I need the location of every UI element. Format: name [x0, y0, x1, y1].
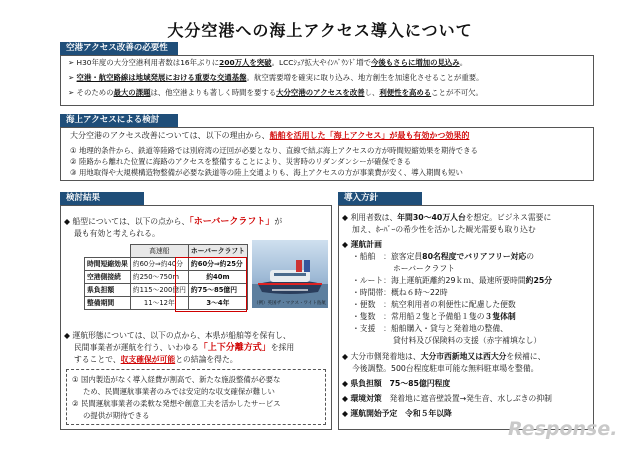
plan-support-line-2: 貸付料及び保険料の支援（赤字補填なし） [393, 336, 542, 345]
section-header-policy: 導入方針 [338, 192, 422, 205]
plan-frequency: ・便数 ：航空利用者の利便性に配慮した便数 [352, 300, 516, 309]
plan-support: ・支援 ：船舶購入・貸与と発着地の整備、 [352, 324, 508, 333]
response-watermark: Response. [508, 418, 618, 440]
necessity-bullet-3: ➢ そのための最大の課題は、他空港よりも著しく時間を要する大分空港のアクセスを改善し、利便性を高めることが不可欠。 [68, 88, 483, 97]
cell-high-speed: 約60分⇒約40分 [130, 258, 188, 271]
operation-line-2: 民間事業者が運航を行う、いわゆる「上下分離方式」を採用 [74, 343, 295, 353]
table-header-high-speed: 高速船 [130, 245, 188, 258]
section-header-necessity: 空港アクセス改善の必要性 [60, 42, 178, 55]
operation-plan-title: ◆ 運航計画 [342, 240, 382, 249]
plan-ship: ・船舶 ：旅客定員80名程度でバリアフリー対応の [352, 252, 535, 261]
operation-line-3: することで、収支確保が可能との結論を得た。 [74, 355, 238, 364]
page-title: 大分空港への海上アクセス導入について [167, 21, 473, 40]
plan-fleet: ・隻数 ：常用船２隻と予備船１隻の３隻体制 [352, 312, 516, 321]
necessity-bullet-1: ➢ H30年度の大分空港利用者数は16年ぶりに200万人を突破。LCCｼｪｱ拡大やｲﾝﾊﾞｳﾝﾄﾞ増で今後もさらに増加の見込み。 [68, 58, 468, 67]
cell-hovercraft: 約40m [188, 271, 247, 284]
cell-high-speed: 11～12年 [130, 297, 188, 310]
hovercraft-image [252, 240, 328, 308]
table-corner [85, 245, 131, 258]
cell-hovercraft: 約60分⇒約25分 [188, 258, 247, 271]
cell-hovercraft: 約75～85億円 [188, 284, 247, 297]
operation-reason-2b: の提供が期待できる [83, 411, 150, 420]
sea-access-reason-2: ② 陸路から離れた位置に海路のアクセスを整備することにより、災害時のリダンダンシーが確保できる [70, 157, 412, 166]
section-header-results: 検討結果 [60, 192, 144, 205]
sea-access-reason-1: ① 地理的条件から、鉄道等陸路では別府湾の迂回が必要となり、直線で結ぶ海上アクセスの方が時間短縮効果を期待できる [70, 146, 478, 155]
plan-ship-line-2: ホーバークラフト [393, 264, 455, 273]
hovercraft-highlight [175, 257, 247, 312]
operation-reason-1a: ① 国内製造がなく導入経費が割高で、新たな施設整備が必要な [72, 375, 281, 384]
sea-access-intro: 大分空港のアクセス改善については、以下の理由から、船舶を活用した「海上アクセス」が最も有効かつ効果的 [70, 131, 470, 140]
operation-reason-2a: ② 民間運航事業者の柔軟な発想や創意工夫を活かしたサービス [72, 399, 281, 408]
row-label: 時間短縮効果 [85, 258, 131, 271]
policy-start: ◆ 運航開始予定 令和５年以降 [342, 409, 452, 418]
ship-type-line-1: ◆ 船型については、以下の点から、「ホーバークラフト」が [64, 217, 283, 227]
table-header-hovercraft: ホーバークラフト [188, 245, 247, 258]
cell-hovercraft: 3～4年 [188, 297, 247, 310]
plan-hours: ・時間帯：概ね６時～22時 [352, 288, 448, 297]
cell-high-speed: 約250～750m [130, 271, 188, 284]
policy-users-line-1: ◆ 利用者数は、年間30～40万人台を想定。ビジネス需要に [342, 213, 552, 222]
hovercraft-photo [252, 240, 328, 308]
plan-route: ・ルート：海上運航距離約29ｋｍ、最速所要時間約25分 [352, 276, 553, 285]
policy-environment: ◆ 環境対策 発着地に遮音壁設置→発生音、水しぶきの抑制 [342, 394, 552, 403]
necessity-bullet-2: ➢ 空港・航空路線は地域発展における重要な交通基盤。航空需要増を確実に取り込み、地方創生を加速化させることが重要。 [68, 73, 484, 82]
row-label: 県負担額 [85, 284, 131, 297]
operation-line-1: ◆ 運航形態については、以下の点から、本県が船舶等を保有し、 [64, 331, 291, 340]
sea-access-reason-3: ③ 用地取得や大規模構造物整備が必要な鉄道等の陸上交通よりも、海上アクセスの方が事業費が安く、導入期間も短い [70, 168, 463, 177]
section-header-sea-access: 海上アクセスによる検討 [60, 114, 178, 127]
row-label: 整備期間 [85, 297, 131, 310]
policy-site-line-1: ◆ 大分市側発着地は、大分市西新地又は西大分を候補に、 [342, 352, 546, 361]
policy-cost: ◆ 県負担額 75～85億円程度 [342, 379, 451, 388]
policy-users-line-2: 加え、ﾎｰﾊﾞｰの希少性を活かした観光需要も取り込む [352, 225, 536, 234]
operation-reason-1b: ため、民間運航事業者のみでは安定的な収支確保が難しい [83, 387, 275, 396]
photo-caption: （例）英国ザ・マクス・ワイト島航 [254, 301, 326, 306]
cell-high-speed: 約115～200億円 [130, 284, 188, 297]
policy-site-line-2: 今後調整。500台程度駐車可能な無料駐車場を整備。 [352, 364, 539, 373]
ship-type-line-2: 最も有効と考えられる。 [74, 229, 160, 238]
row-label: 空港側接続 [85, 271, 131, 284]
